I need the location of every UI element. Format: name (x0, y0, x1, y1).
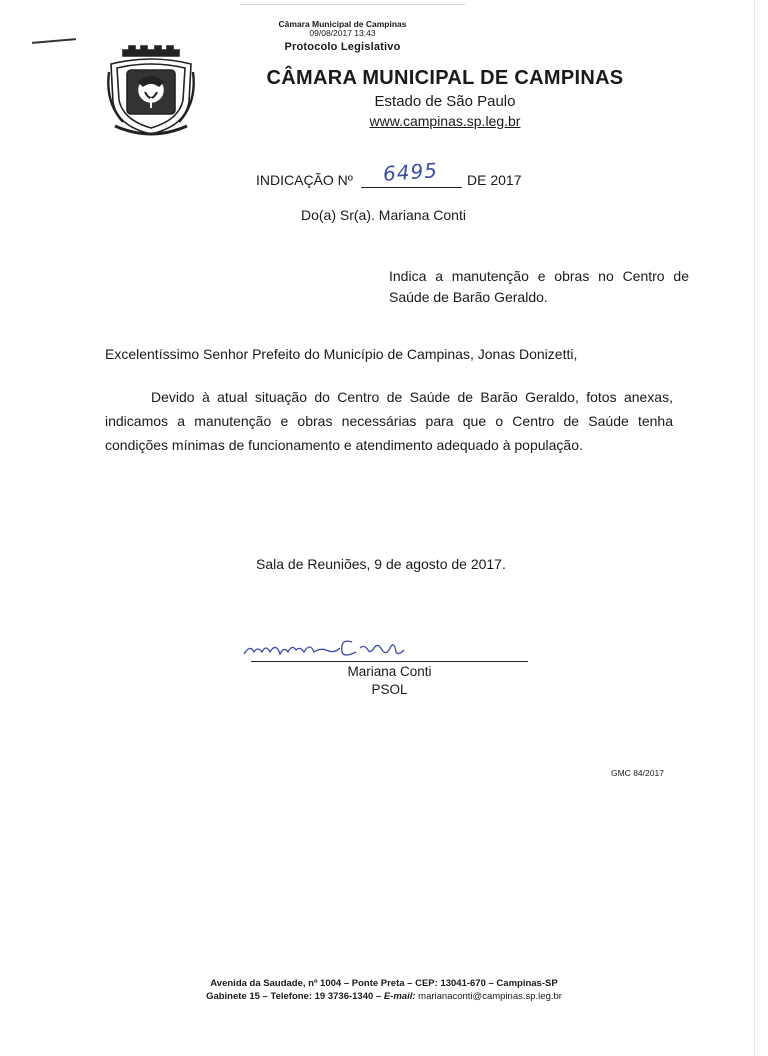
place-date: Sala de Reuniões, 9 de agosto de 2017. (256, 556, 506, 572)
indicacao-number-line (361, 187, 462, 188)
page-title: CÂMARA MUNICIPAL DE CAMPINAS (266, 67, 624, 89)
body-paragraph: Devido à atual situação do Centro de Saúde de Barão Geraldo, fotos anexas, indicamos a manutenção e obras necessárias para que o Centro de Saúde tenha condições mínimas de funcionamento e atendimento adequado à população. (105, 389, 673, 453)
header-state: Estado de São Paulo (374, 93, 516, 110)
signer-name: Mariana Conti (347, 664, 432, 679)
footer-email[interactable]: marianaconti@campinas.sp.leg.br (415, 991, 562, 1002)
stamp-protocol-label: Protocolo Legislativo (284, 40, 401, 53)
signature-line (251, 661, 528, 662)
header-url-link[interactable]: www.campinas.sp.leg.br (369, 113, 521, 129)
stamp-institution: Câmara Municipal de Campinas (278, 19, 407, 29)
campinas-coat-of-arms-icon (105, 42, 197, 138)
page-edge-line (754, 0, 755, 1056)
indicacao-number: 6495 (382, 158, 439, 186)
signer-party: PSOL (371, 682, 408, 697)
footer-email-label: E-mail: (383, 991, 416, 1002)
stamp-datetime: 09/08/2017 13:43 (309, 27, 376, 38)
summary-text: Indica a manutenção e obras no Centro de Saúde de Barão Geraldo. (389, 268, 689, 305)
handwritten-signature (240, 628, 410, 664)
indicacao-label: INDICAÇÃO Nº (256, 172, 353, 188)
protocol-stamp (200, 20, 485, 53)
footer-contact (150, 991, 618, 1002)
author-line: Do(a) Sr(a). Mariana Conti (301, 207, 466, 223)
scan-artifact-line (240, 4, 465, 5)
footer-address: Avenida da Saudade, nº 1004 – Ponte Preta – CEP: 13041-670 – Campinas-SP (210, 978, 558, 989)
footer-phone: Gabinete 15 – Telefone: 19 3736-1340 – (206, 991, 384, 1002)
indicacao-year: DE 2017 (467, 172, 522, 188)
scan-pen-mark (32, 38, 76, 44)
reference-code: GMC 84/2017 (611, 768, 664, 778)
salutation: Excelentíssimo Senhor Prefeito do Município de Campinas, Jonas Donizetti, (105, 346, 578, 362)
